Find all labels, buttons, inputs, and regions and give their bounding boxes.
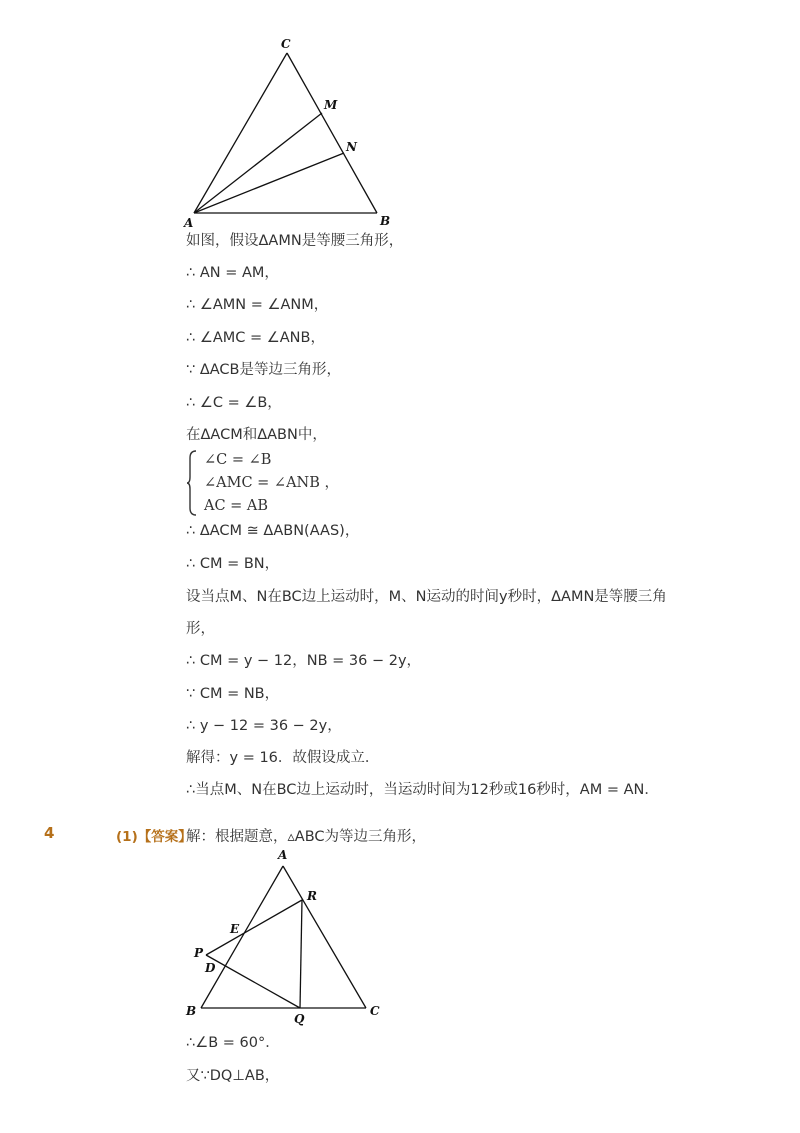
system-line: ∠AMC = ∠ANB ，	[204, 475, 340, 491]
label-n: N	[346, 140, 357, 154]
proof-line: ∴ ∠C = ∠B，	[186, 395, 282, 411]
proof-line: ∴当点M、N在BC边上运动时，当运动时间为12秒或16秒时，AM = AN．	[186, 782, 659, 798]
label-b2: B	[186, 1004, 197, 1018]
label-e: E	[230, 922, 240, 936]
proof-line: ∴ y − 12 = 36 − 2y，	[186, 718, 342, 734]
proof-line: 又∵DQ⊥AB，	[186, 1068, 280, 1084]
label-d: D	[205, 961, 216, 975]
proof-line: ∴ CM = y − 12，NB = 36 − 2y，	[186, 653, 422, 669]
question-number: 4	[44, 824, 55, 842]
label-m: M	[324, 98, 338, 112]
label-a2: A	[278, 848, 288, 862]
proof-line: ∴ ΔACM ≅ ΔABN(AAS)，	[186, 523, 360, 539]
label-p: P	[194, 946, 204, 960]
label-q: Q	[294, 1012, 305, 1026]
proof-line: 解得：y = 16．故假设成立．	[186, 750, 380, 766]
label-a: A	[184, 216, 194, 230]
proof-line: 设当点M、N在BC边上运动时，M、N运动的时间y秒时，ΔAMN是等腰三角	[186, 589, 667, 605]
proof-line: 形，	[186, 621, 215, 637]
proof-line: 在ΔACM和ΔABN中，	[186, 427, 327, 443]
label-c: C	[281, 37, 291, 51]
proof-line: ∴∠B = 60°．	[186, 1035, 280, 1051]
proof-line: ∴ AN = AM，	[186, 265, 279, 281]
left-brace	[186, 450, 198, 516]
label-r: R	[307, 889, 317, 903]
proof-line: ∴ ∠AMC = ∠ANB，	[186, 330, 325, 346]
proof-line: ∴ CM = BN，	[186, 556, 280, 572]
proof-line: ∴ ∠AMN = ∠ANM，	[186, 297, 329, 313]
proof-line: 如图，假设ΔAMN是等腰三角形，	[186, 233, 404, 249]
question-text: 解：根据题意，▵ABC为等边三角形，	[186, 829, 427, 845]
label-b: B	[380, 214, 391, 228]
system-line: ∠C = ∠B	[204, 452, 272, 468]
proof-line: ∵ ΔACB是等边三角形，	[186, 362, 341, 378]
figure-triangle-amn	[180, 34, 400, 234]
proof-line: ∵ CM = NB，	[186, 686, 280, 702]
system-line: AC = AB	[204, 498, 269, 514]
figure-triangle-pqr	[180, 842, 400, 1032]
label-c2: C	[370, 1004, 380, 1018]
answer-tag: (1)【答案】	[116, 829, 192, 845]
